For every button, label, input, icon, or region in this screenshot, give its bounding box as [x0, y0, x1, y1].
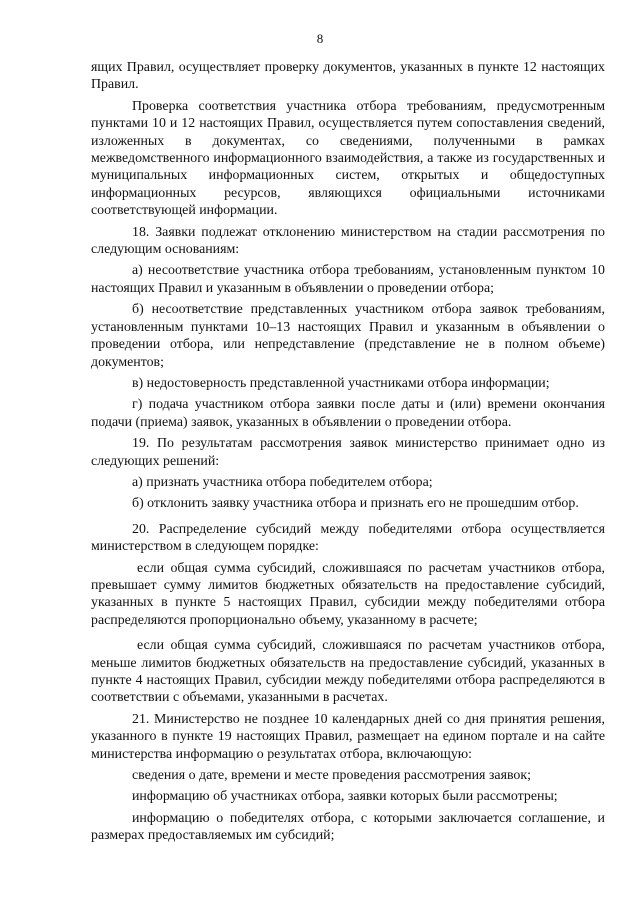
paragraph-clause-21-item-2: информацию об участниках отбора, заявки которых были рассмотрены; — [132, 789, 558, 805]
paragraph-clause-20-exceeds: если общая сумма субсидий, сложившаяся по расчетам участников отбора, превышает сумму лимитов бюджетных обязательств на предоставление субсидий, указанных в пункте 5 настоящих Правил, субсидии между победителями отбора распределяются пропорционально объему, указанному в расчете; — [91, 560, 605, 628]
paragraph-clause-18-g: г) подача участником отбора заявки после даты и (или) времени окончания подачи (приема) заявок, указанных в объявлении о проведении отбора. — [91, 397, 605, 430]
paragraph-clause-18-b: б) несоответствие представленных участником отбора заявок требованиям, установленным пунктами 10–13 настоящих Правил и указанным в объявлении о проведении отбора, или непредставление (представление не в полном объеме) документов; — [91, 302, 605, 370]
paragraph-clause-18: 18. Заявки подлежат отклонению министерством на стадии рассмотрения по следующим основаниям: — [91, 224, 605, 258]
paragraph-clause-20-less: если общая сумма субсидий, сложившаяся по расчетам участников отбора, меньше лимитов бюджетных обязательств на предоставление субсидий, указанных в пункте 4 настоящих Правил, субсидии между победителями отбора распределяются в соответствии с объемами, указанными в расчетах. — [91, 638, 605, 706]
paragraph-clause-19: 19. По результатам рассмотрения заявок министерство принимает одно из следующих решений: — [91, 436, 605, 469]
paragraph-continuation: ящих Правил, осуществляет проверку документов, указанных в пункте 12 настоящих Правил. — [91, 60, 605, 93]
paragraph-clause-21-item-3: информацию о победителях отбора, с которыми заключается соглашение, и размерах предоставляемых им субсидий; — [91, 810, 605, 844]
paragraph-clause-21-item-1: сведения о дате, времени и месте проведения рассмотрения заявок; — [132, 768, 531, 784]
document-body — [91, 59, 605, 845]
paragraph-clause-19-b: б) отклонить заявку участника отбора и признать его не прошедшим отбор. — [132, 496, 579, 512]
paragraph-clause-18-a: а) несоответствие участника отбора требованиям, установленным пунктом 10 настоящих Правил и указанным в объявлении о проведении отбора; — [91, 263, 605, 296]
paragraph-clause-18-v: в) недостоверность представленной участниками отбора информации; — [132, 375, 550, 391]
paragraph-clause-19-a: а) признать участника отбора победителем отбора; — [132, 474, 433, 490]
paragraph-clause-21: 21. Министерство не позднее 10 календарных дней со дня принятия решения, указанного в пункте 19 настоящих Правил, размещает на едином портале и на сайте министерства информацию о результатах отбора, включающую: — [91, 711, 605, 762]
page-number: 8 — [316, 31, 324, 46]
paragraph-verification: Проверка соответствия участника отбора требованиям, предусмотренным пунктами 10 и 12 настоящих Правил, осуществляется путем сопоставления сведений, изложенных в документах, со сведениями, полученными в рамках межведомственного информационного взаимодействия, а также из государственных и муниципальных информационных систем, открытых и общедоступных информационных ресурсов, являющихся официальными источниками соответствующей информации. — [91, 98, 605, 219]
paragraph-clause-20: 20. Распределение субсидий между победителями отбора осуществляется министерством в следующем порядке: — [91, 521, 605, 555]
